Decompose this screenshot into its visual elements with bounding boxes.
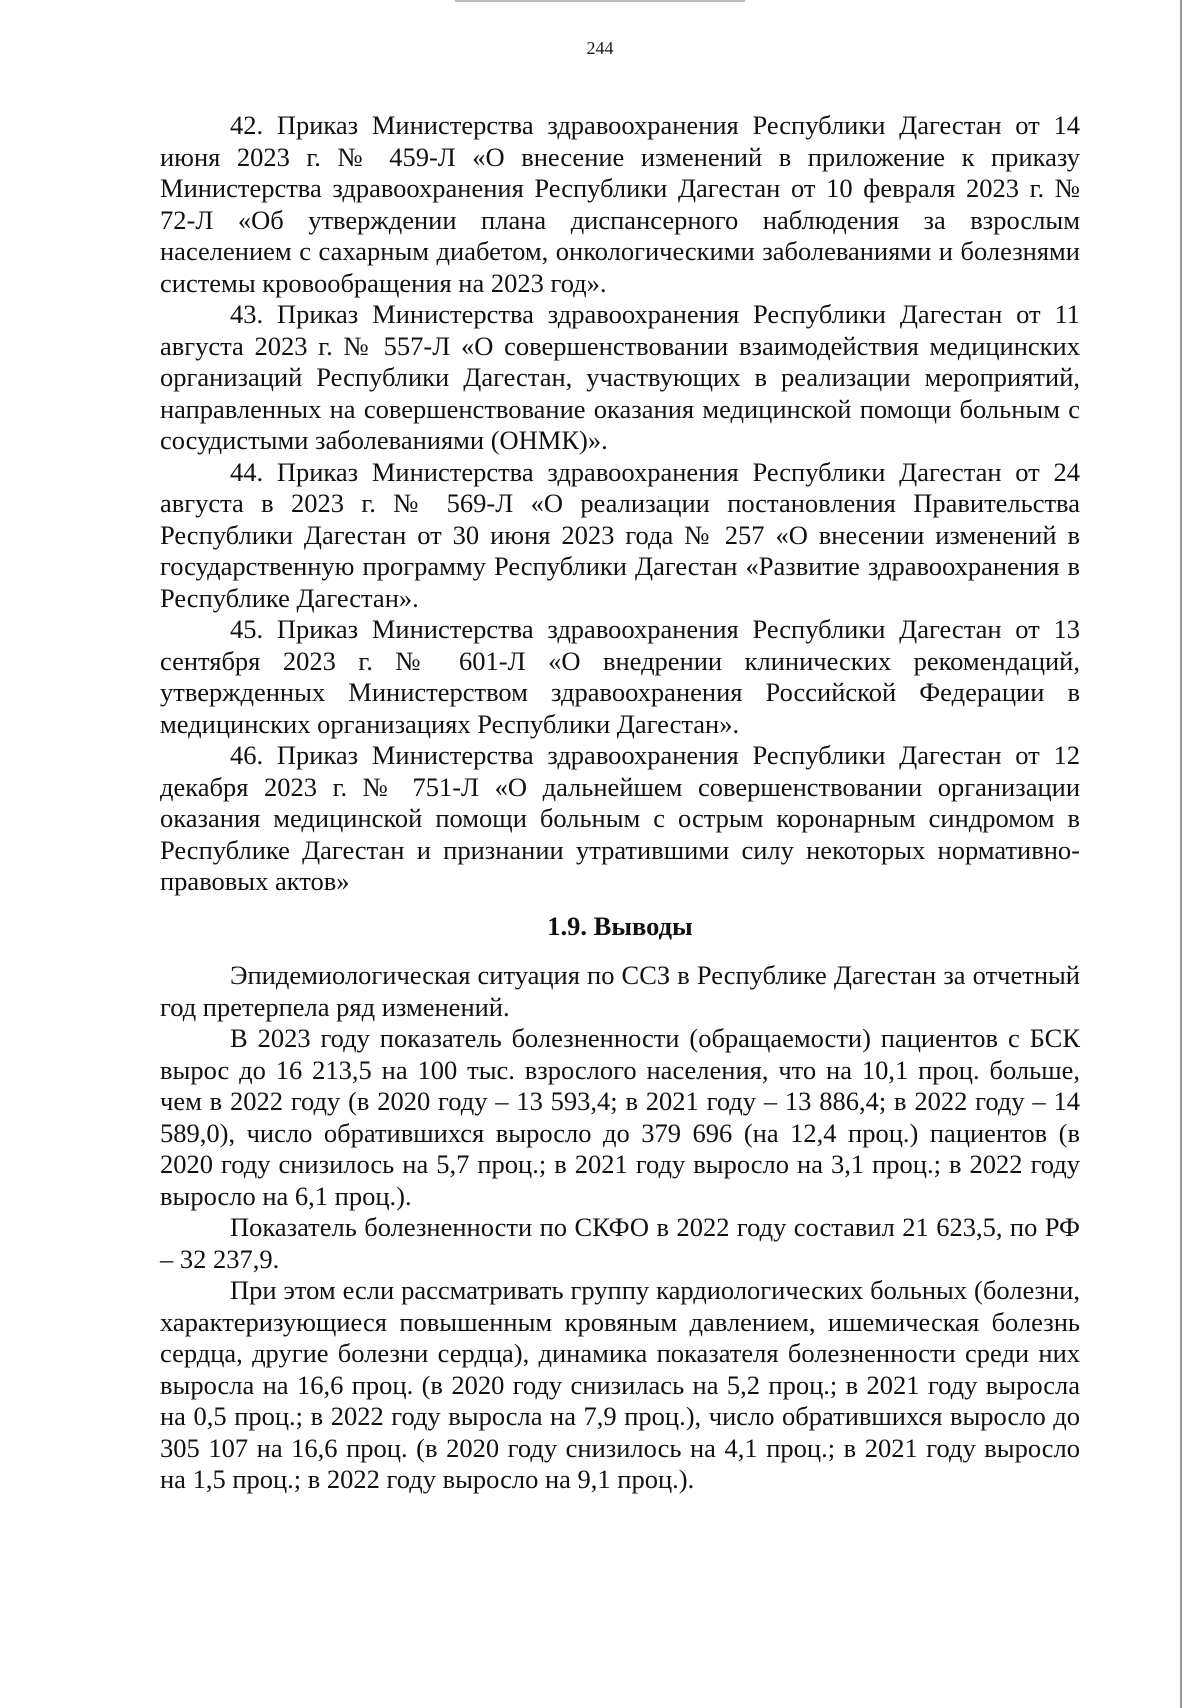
conclusion-paragraph-4: При этом если рассматривать группу кардиологических больных (болезни, характеризующиеся повышенным кровяным давлением, ишемическая болезнь сердца, другие болезни сердца), динамика показателя болезненности среди них выросла на 16,6 проц. (в 2020 году снизилась на 5,2 проц.; в 2021 году выросла на 0,5 проц.; в 2022 году выросла на 7,9 проц.), число обратившихся выросло до 305 107 на 16,6 проц. (в 2020 году снизилось на 4,1 проц.; в 2021 году выросло на 1,5 проц.; в 2022 году выросло на 9,1 проц.).	[160, 1275, 1080, 1494]
list-item-46: 46. Приказ Министерства здравоохранения Республики Дагестан от 12 декабря 2023 г. № 751-Л «О дальнейшем совершенствовании организации оказания медицинской помощи больным с острым коронарным синдромом в Республике Дагестан и признании утратившими силу некоторых нормативно-правовых актов»	[160, 740, 1080, 896]
list-item-42: 42. Приказ Министерства здравоохранения Республики Дагестан от 14 июня 2023 г. № 459-Л «О внесение изменений в приложение к приказу Министерства здравоохранения Республики Дагестан от 10 февраля 2023 г. № 72-Л «Об утверждении плана диспансерного наблюдения за взрослым населением с сахарным диабетом, онкологическими заболеваниями и болезнями системы кровообращения на 2023 год».	[160, 110, 1080, 298]
conclusion-paragraph-1: Эпидемиологическая ситуация по ССЗ в Республике Дагестан за отчетный год претерпела ряд изменений.	[160, 960, 1080, 1022]
conclusion-paragraph-2: В 2023 году показатель болезненности (обращаемости) пациентов с БСК вырос до 16 213,5 на 100 тыс. взрослого населения, что на 10,1 проц. больше, чем в 2022 году (в 2020 году – 13 593,4; в 2021 году – 13 886,4; в 2022 году – 14 589,0), число обратившихся выросло до 379 696 (на 12,4 проц.) пациентов (в 2020 году снизилось на 5,7 проц.; в 2021 году выросло на 3,1 проц.; в 2022 году выросло на 6,1 проц.).	[160, 1023, 1080, 1211]
section-title: 1.9. Выводы	[547, 910, 693, 941]
list-item-43: 43. Приказ Министерства здравоохранения Республики Дагестан от 11 августа 2023 г. № 557-Л «О совершенствовании взаимодействия медицинских организаций Республики Дагестан, участвующих в реализации мероприятий, направленных на совершенствование оказания медицинской помощи больным с сосудистыми заболеваниями (ОНМК)».	[160, 299, 1080, 455]
page-number: 244	[586, 38, 614, 58]
document-body	[160, 110, 1080, 1496]
list-item-45: 45. Приказ Министерства здравоохранения Республики Дагестан от 13 сентября 2023 г. № 601-Л «О внедрении клинических рекомендаций, утвержденных Министерством здравоохранения Российской Федерации в медицинских организациях Республики Дагестан».	[160, 614, 1080, 739]
scan-edge-top	[455, 0, 745, 2]
conclusion-paragraph-3: Показатель болезненности по СКФО в 2022 году составил 21 623,5, по РФ – 32 237,9.	[160, 1212, 1080, 1274]
list-item-44: 44. Приказ Министерства здравоохранения Республики Дагестан от 24 августа в 2023 г. № 569-Л «О реализации постановления Правительства Республики Дагестан от 30 июня 2023 года № 257 «О внесении изменений в государственную программу Республики Дагестан «Развитие здравоохранения в Республике Дагестан».	[160, 456, 1080, 613]
scan-edge-right	[1180, 0, 1182, 1708]
